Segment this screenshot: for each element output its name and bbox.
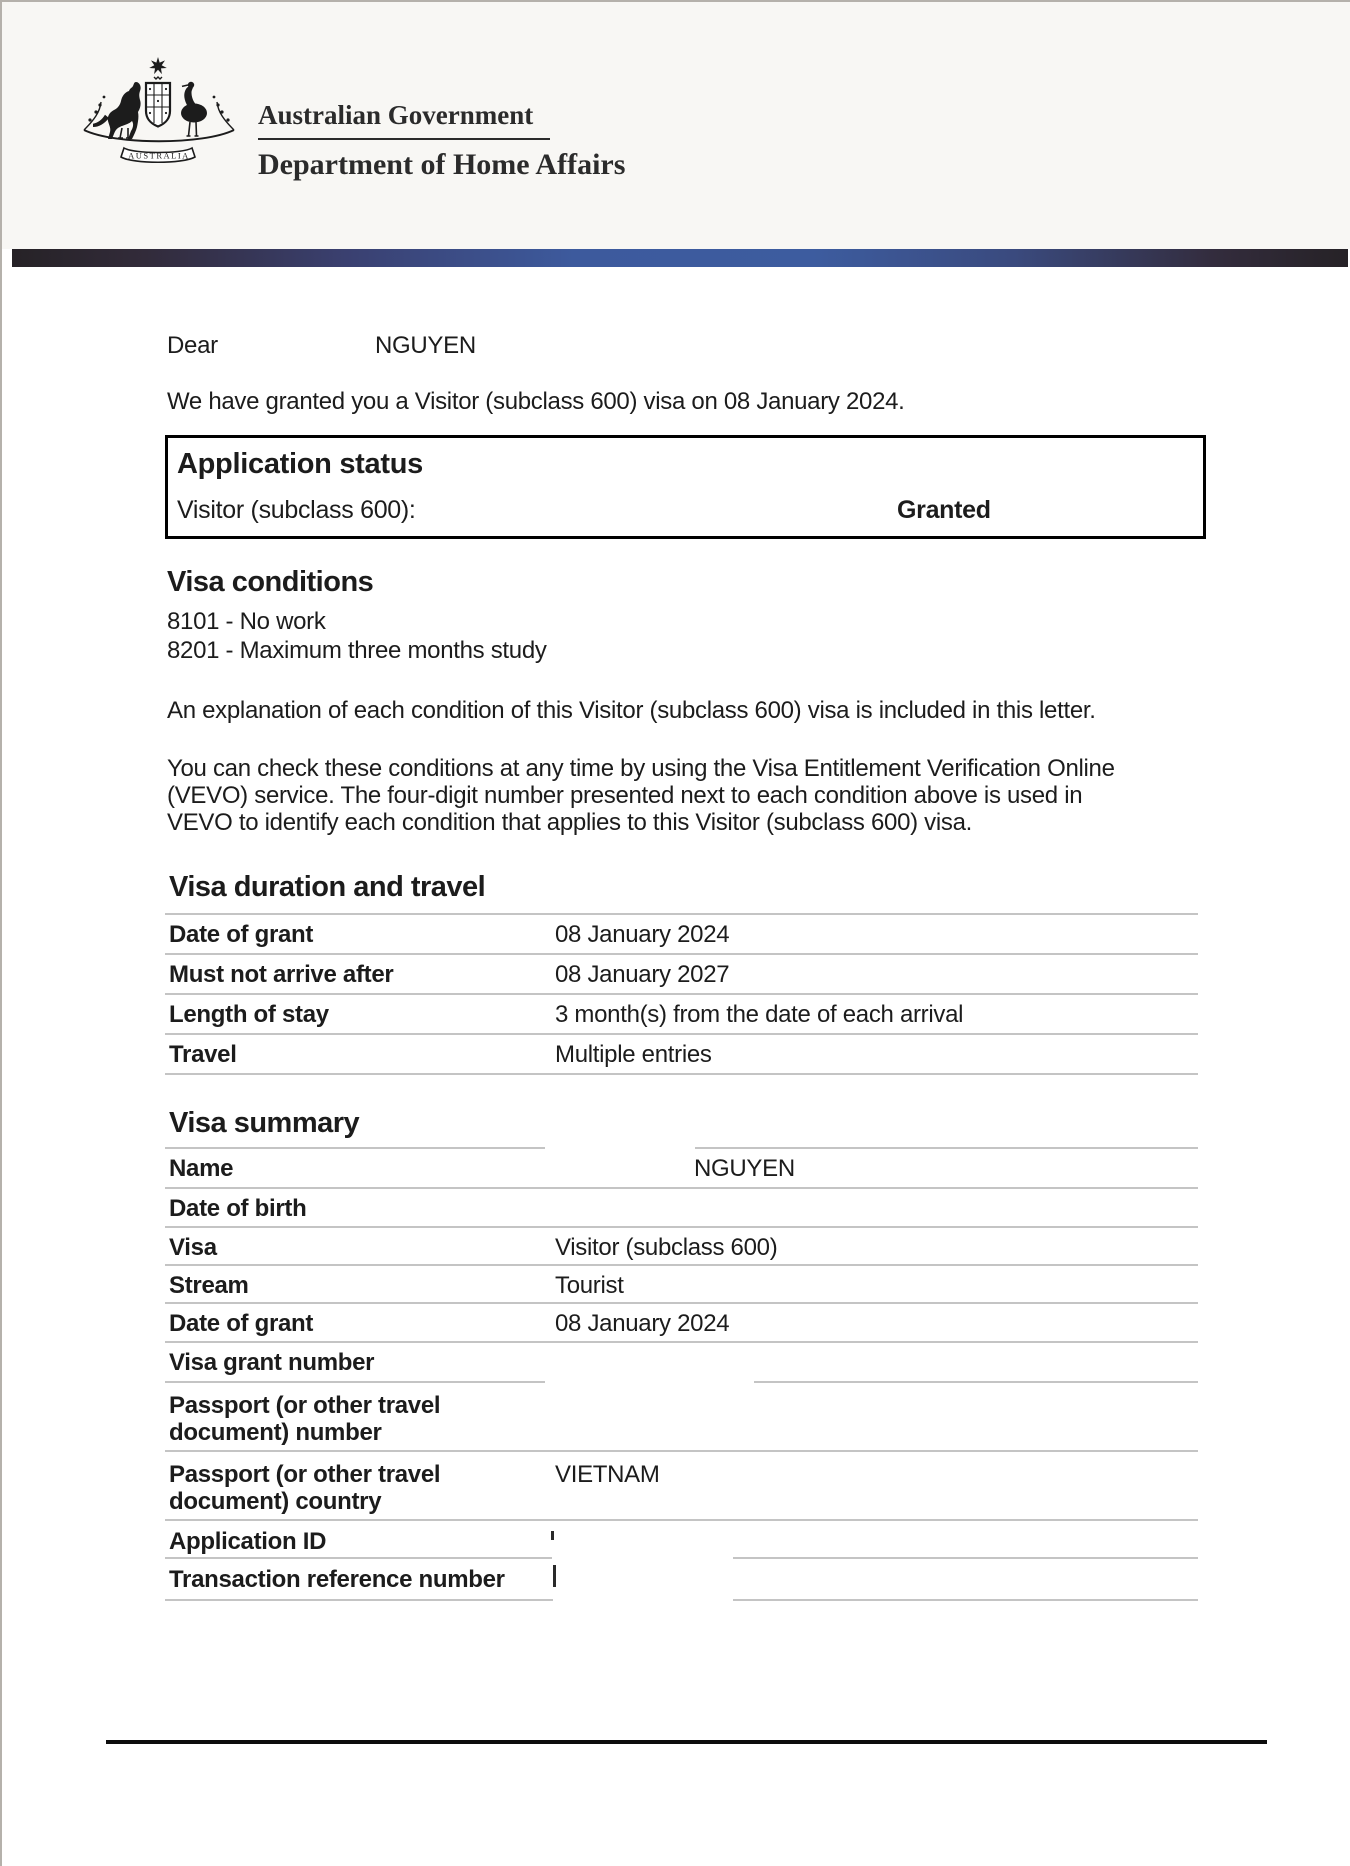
summary-row-label: Stream bbox=[169, 1272, 249, 1299]
duration-row-value: 08 January 2024 bbox=[555, 921, 730, 948]
duration-row-label: Length of stay bbox=[169, 1001, 329, 1028]
table-divider bbox=[733, 1599, 1198, 1601]
duration-row-value: 3 month(s) from the date of each arrival bbox=[555, 1001, 964, 1028]
australian-coat-of-arms-icon bbox=[70, 50, 248, 176]
greeting-salutation: Dear bbox=[167, 332, 218, 359]
summary-row-label: Date of grant bbox=[169, 1310, 314, 1337]
summary-row-label: Name bbox=[169, 1155, 234, 1182]
duration-row-value: Multiple entries bbox=[555, 1041, 712, 1068]
duration-row-value: 08 January 2027 bbox=[555, 961, 730, 988]
vevo-paragraph-line: (VEVO) service. The four-digit number presented next to each condition above is used in bbox=[167, 782, 1083, 809]
table-divider bbox=[165, 1557, 552, 1559]
summary-row-label: Transaction reference number bbox=[169, 1566, 505, 1593]
redacted-value-artifact bbox=[551, 1531, 554, 1540]
table-divider bbox=[754, 1381, 1198, 1383]
table-divider bbox=[165, 1599, 553, 1601]
redacted-value-artifact bbox=[553, 1565, 556, 1587]
table-divider bbox=[733, 1557, 1198, 1559]
table-divider bbox=[165, 1033, 1198, 1035]
table-divider bbox=[165, 1226, 1198, 1228]
table-divider bbox=[165, 1147, 545, 1149]
grant-intro-sentence: We have granted you a Visitor (subclass 600) visa on 08 January 2024. bbox=[167, 388, 905, 415]
footer-rule bbox=[106, 1740, 1267, 1744]
summary-row-label: Visa bbox=[169, 1234, 217, 1261]
summary-row-value: NGUYEN bbox=[694, 1155, 795, 1182]
application-status-value: Granted bbox=[897, 496, 991, 524]
vevo-paragraph-line: You can check these conditions at any time by using the Visa Entitlement Verification Online bbox=[167, 755, 1115, 782]
application-status-box bbox=[165, 435, 1206, 539]
duration-table-title: Visa duration and travel bbox=[169, 871, 486, 903]
summary-row-label: Passport (or other travel document) number bbox=[169, 1392, 441, 1446]
summary-row-value: 08 January 2024 bbox=[555, 1310, 730, 1337]
duration-row-label: Must not arrive after bbox=[169, 961, 394, 988]
letterhead-government-title: Australian Government bbox=[258, 100, 534, 130]
summary-row-value: Visitor (subclass 600) bbox=[555, 1234, 778, 1261]
duration-row-label: Travel bbox=[169, 1041, 237, 1068]
application-status-title: Application status bbox=[177, 448, 423, 480]
table-divider bbox=[165, 1381, 545, 1383]
svg-text:AUSTRALIA: AUSTRALIA bbox=[128, 150, 190, 161]
vevo-paragraph-line: VEVO to identify each condition that applies to this Visitor (subclass 600) visa. bbox=[167, 809, 973, 836]
letterhead-divider bbox=[258, 138, 550, 140]
greeting-name: NGUYEN bbox=[375, 332, 476, 359]
table-divider bbox=[165, 993, 1198, 995]
duration-row-label: Date of grant bbox=[169, 921, 314, 948]
summary-row-label: Visa grant number bbox=[169, 1349, 375, 1376]
summary-row-label: Date of birth bbox=[169, 1195, 307, 1222]
table-divider bbox=[165, 1450, 1198, 1452]
table-divider bbox=[165, 1341, 1198, 1343]
visa-condition-item: 8101 - No work bbox=[167, 608, 326, 635]
table-divider bbox=[165, 1302, 1198, 1304]
application-status-label: Visitor (subclass 600): bbox=[177, 496, 416, 524]
table-divider bbox=[165, 1187, 1198, 1189]
summary-row-value: Tourist bbox=[555, 1272, 624, 1299]
table-divider bbox=[165, 1264, 1198, 1266]
letterhead-department-title: Department of Home Affairs bbox=[258, 148, 626, 181]
table-divider bbox=[695, 1147, 1198, 1149]
table-divider bbox=[165, 1073, 1198, 1075]
visa-conditions-title: Visa conditions bbox=[167, 566, 374, 598]
conditions-explanation: An explanation of each condition of this Visitor (subclass 600) visa is included in this letter. bbox=[167, 697, 1096, 724]
summary-table-title: Visa summary bbox=[169, 1107, 360, 1139]
table-divider bbox=[165, 953, 1198, 955]
summary-row-label: Application ID bbox=[169, 1528, 327, 1555]
table-divider bbox=[165, 1519, 1198, 1521]
summary-row-value: VIETNAM bbox=[555, 1461, 660, 1488]
accent-gradient-bar bbox=[12, 249, 1348, 267]
letterhead bbox=[2, 2, 1350, 249]
table-divider bbox=[165, 913, 1198, 915]
summary-row-label: Passport (or other travel document) country bbox=[169, 1461, 441, 1515]
visa-condition-item: 8201 - Maximum three months study bbox=[167, 637, 547, 664]
